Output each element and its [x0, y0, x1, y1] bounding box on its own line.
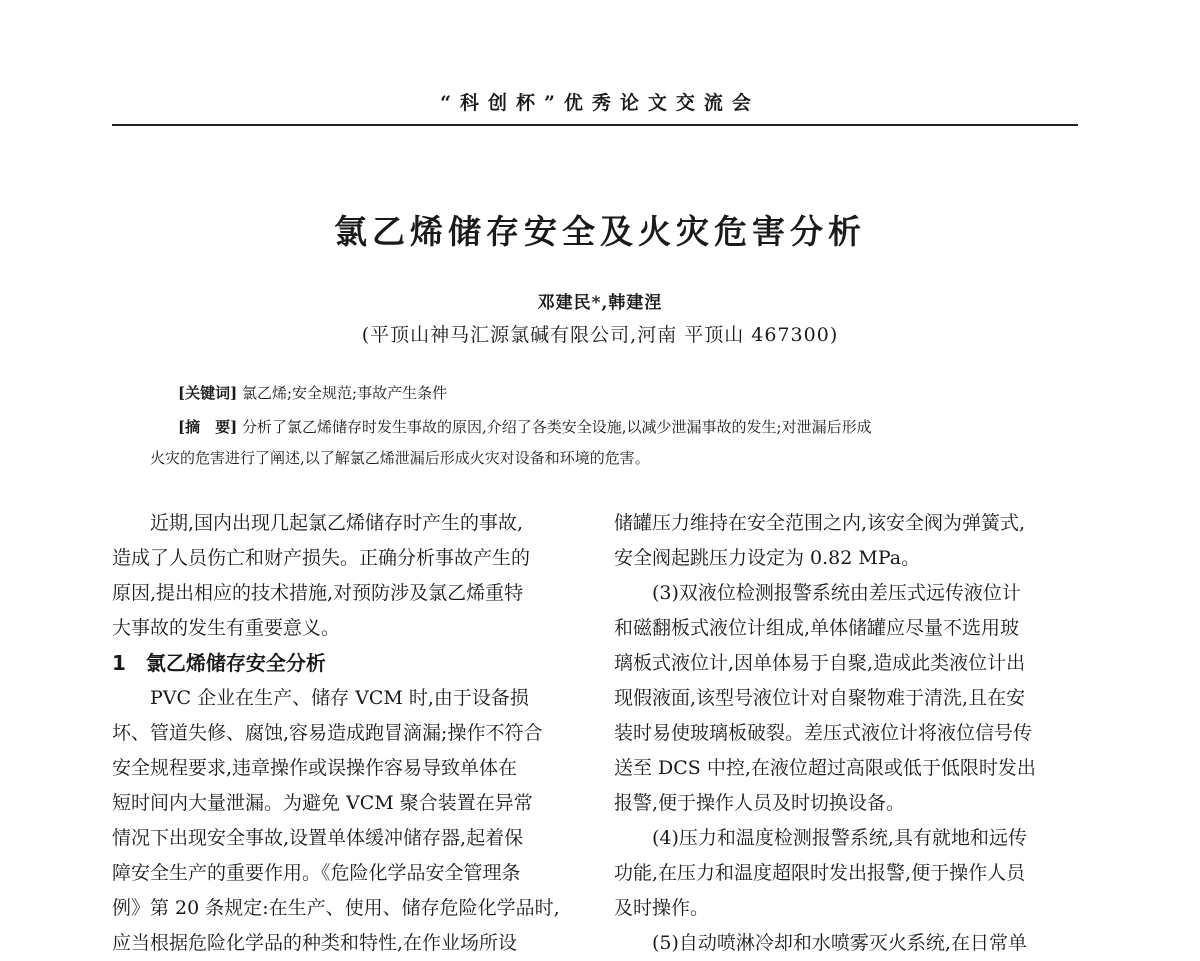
abstract	[150, 412, 1050, 474]
body-line: 储罐压力维持在安全范围之内,该安全阀为弹簧式,	[614, 512, 1026, 534]
body-line: (5)自动喷淋冷却和水喷雾灭火系统,在日常单	[652, 932, 1027, 954]
body-line: 和磁翻板式液位计组成,单体储罐应尽量不选用玻	[614, 617, 1020, 639]
body-line: (3)双液位检测报警系统由差压式远传液位计	[652, 582, 1021, 604]
body-line: 璃板式液位计,因单体易于自聚,造成此类液位计出	[614, 652, 1026, 674]
abstract-text: 分析了氯乙烯储存时发生事故的原因,介绍了各类安全设施,以减少泄漏事故的发生;对泄漏后形成	[241, 418, 872, 436]
body-left-column	[112, 506, 577, 961]
body-line: 短时间内大量泄漏。为避免 VCM 聚合装置在异常	[112, 792, 533, 814]
body-line: 送至 DCS 中控,在液位超过高限或低于低限时发出	[614, 757, 1036, 779]
abstract-line: 火灾的危害进行了阐述,以了解氯乙烯泄漏后形成火灾对设备和环境的危害。	[150, 449, 650, 467]
body-line: 现假液面,该型号液位计对自聚物难于清洗,且在安	[614, 687, 1026, 709]
body-line: 报警,便于操作人员及时切换设备。	[614, 792, 906, 814]
body-line: 障安全生产的重要作用。《危险化学品安全管理条	[112, 862, 521, 884]
running-header: “科创杯”优秀论文交流会	[440, 92, 760, 114]
body-line: 功能,在压力和温度超限时发出报警,便于操作人员	[614, 862, 1026, 884]
body-line: 大事故的发生有重要意义。	[112, 617, 341, 639]
body-line: 及时操作。	[614, 897, 710, 919]
body-line: 装时易使玻璃板破裂。差压式液位计将液位信号传	[614, 722, 1033, 744]
body-line: 安全阀起跳压力设定为 0.82 MPa。	[614, 547, 921, 569]
keywords-text: 氯乙烯;安全规范;事故产生条件	[241, 384, 448, 402]
body-line: 原因,提出相应的技术措施,对预防涉及氯乙烯重特	[112, 582, 524, 604]
body-line: 情况下出现安全事故,设置单体缓冲储存器,起着保	[112, 827, 524, 849]
header-rule	[112, 124, 1078, 126]
body-right-column	[614, 506, 1079, 961]
body-line: 造成了人员伤亡和财产损失。正确分析事故产生的	[112, 547, 531, 569]
body-line: 安全规程要求,违章操作或误操作容易导致单体在	[112, 757, 518, 779]
affiliation: (平顶山神马汇源氯碱有限公司,河南 平顶山 467300)	[361, 324, 839, 346]
body-line: 近期,国内出现几起氯乙烯储存时产生的事故,	[150, 512, 524, 534]
abstract-label: [摘 要]	[178, 418, 238, 436]
keywords-label: [关键词]	[178, 384, 238, 402]
keywords	[178, 382, 1038, 404]
section-heading: 1 氯乙烯储存安全分析	[112, 651, 326, 675]
body-line: (4)压力和温度检测报警系统,具有就地和远传	[652, 827, 1027, 849]
body-line: 应当根据危险化学品的种类和特性,在作业场所设	[112, 932, 518, 954]
body-line: 例》第 20 条规定:在生产、使用、储存危险化学品时,	[112, 897, 560, 919]
body-line: PVC 企业在生产、储存 VCM 时,由于设备损	[150, 687, 529, 709]
authors: 邓建民*,韩建涅	[537, 293, 663, 313]
body-line: 坏、管道失修、腐蚀,容易造成跑冒滴漏;操作不符合	[112, 722, 543, 744]
paper-title: 氯乙烯储存安全及火灾危害分析	[334, 212, 866, 251]
abstract-line	[150, 412, 1050, 443]
